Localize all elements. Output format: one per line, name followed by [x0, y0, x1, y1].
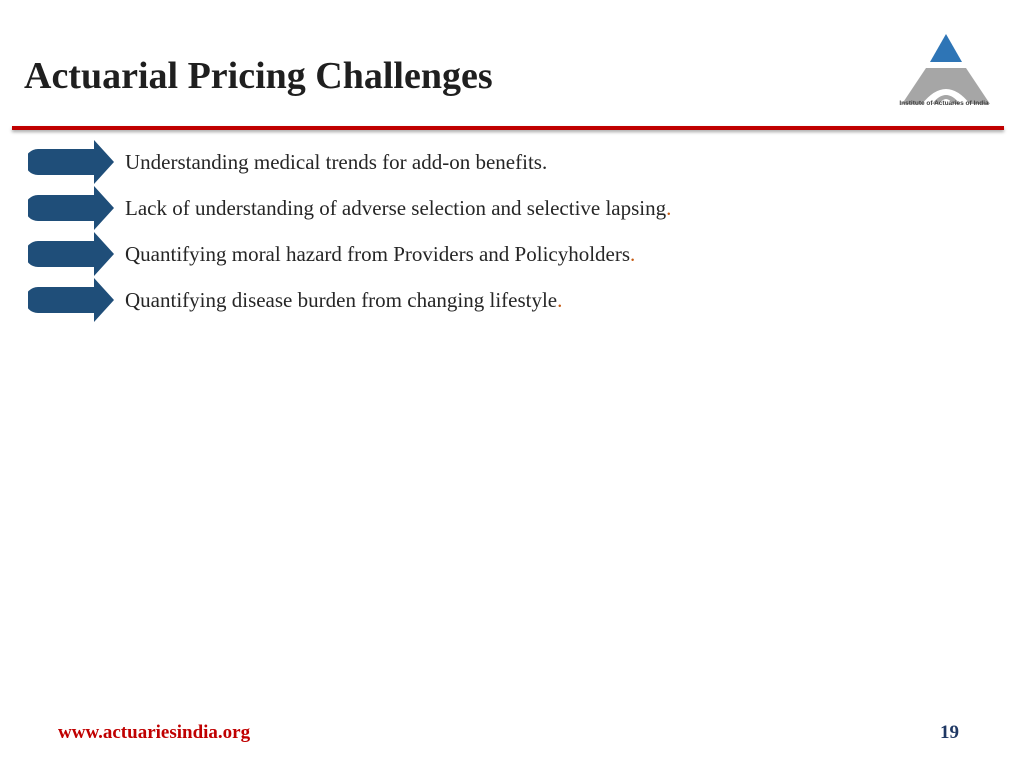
footer-website-link[interactable]: www.actuariesindia.org	[58, 722, 251, 743]
bullet-text: Quantifying moral hazard from Providers and Policyholders.	[125, 242, 636, 266]
bullet-list	[28, 140, 928, 324]
arrow-right-icon	[28, 186, 114, 230]
bullet-text: Quantifying disease burden from changing lifestyle.	[125, 288, 563, 312]
arrow-right-icon	[28, 140, 114, 184]
title-divider	[12, 126, 1004, 130]
list-item	[28, 186, 928, 232]
list-item	[28, 140, 928, 186]
arrow-right-icon	[28, 232, 114, 276]
list-item	[28, 278, 928, 324]
page-number: 19	[940, 722, 959, 743]
slide-title: Actuarial Pricing Challenges	[24, 55, 493, 97]
logo-caption: Institute of Actuaries of India	[899, 100, 989, 107]
bullet-text: Understanding medical trends for add-on benefits.	[125, 150, 548, 174]
list-item	[28, 232, 928, 278]
arrow-right-icon	[28, 278, 114, 322]
bullet-text: Lack of understanding of adverse selection and selective lapsing.	[125, 196, 672, 220]
